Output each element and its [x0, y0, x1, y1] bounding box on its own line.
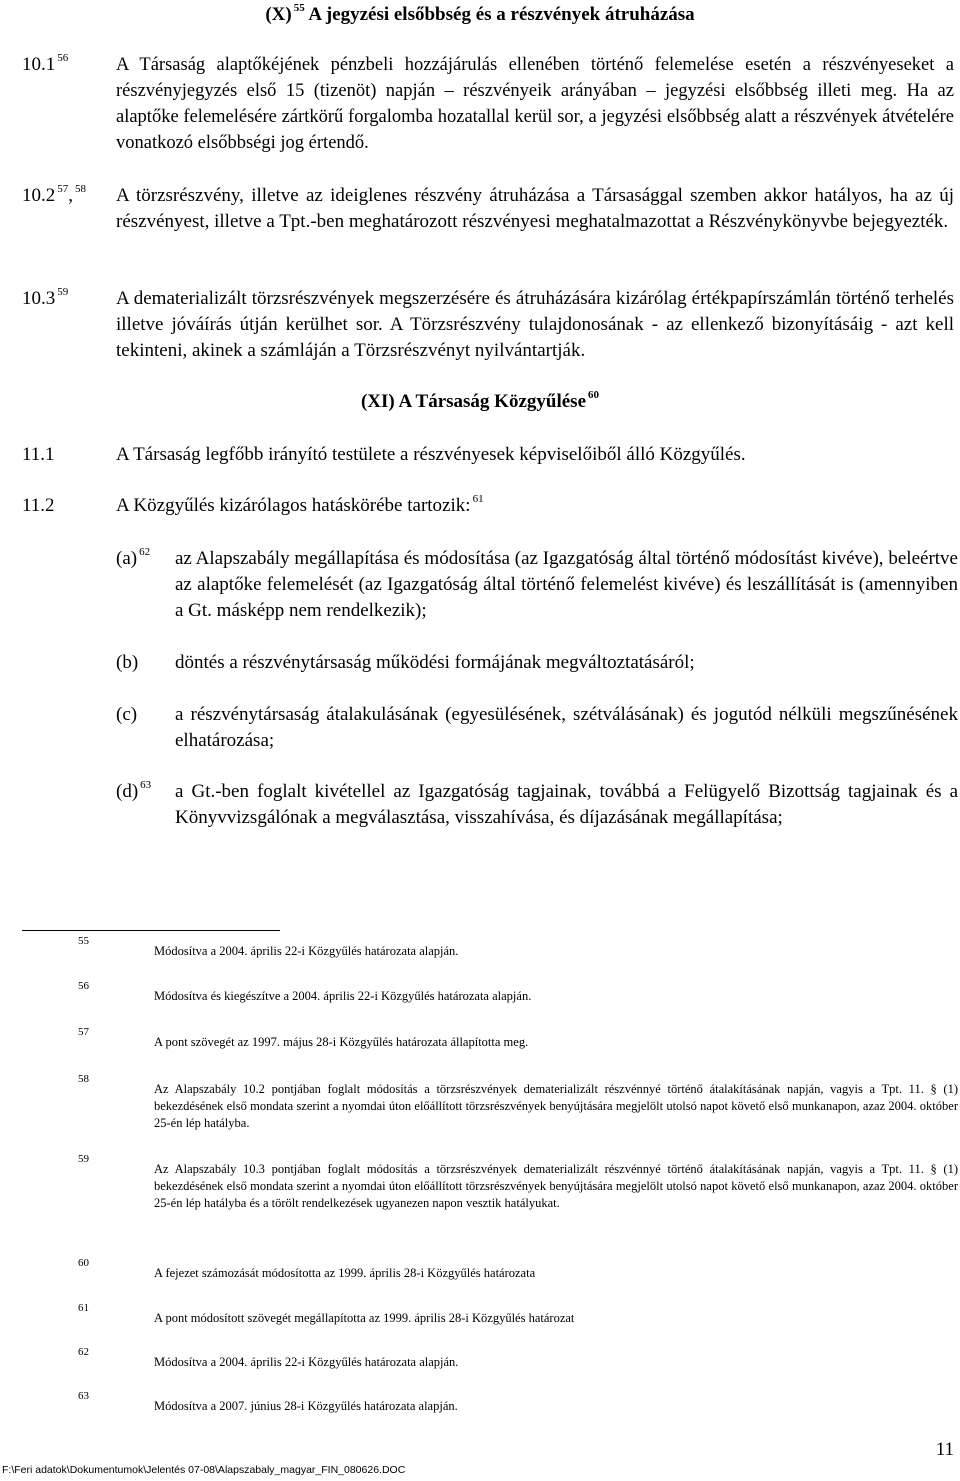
footnote-number: 58: [78, 1073, 89, 1085]
footnote-ref: 56: [57, 52, 69, 64]
clause-number: 10.2 $^{57}$, $^{58}$: [22, 183, 86, 206]
footnote-text: Módosítva és kiegészítve a 2004. április 22-i Közgyűlés határozata alapján.: [154, 989, 532, 1003]
footnote-text: A pont módosított szövegét megállapította az 1999. április 28-i Közgyűlés határozat: [154, 1311, 575, 1325]
clause-number: 10.3 $^{59}$: [22, 286, 69, 309]
file-path: F:\Feri adatok\Dokumentumok\Jelentés 07-08\Alapszabaly_magyar_FIN_080626.DOC: [2, 1464, 406, 1476]
item-text: döntés a részvénytársaság működési formájának megváltoztatásáról;: [175, 652, 695, 673]
section-title: (XI) A Társaság Közgyűlése: [360, 391, 586, 412]
section-number: (X): [265, 4, 292, 25]
item-label: (b): [116, 652, 139, 673]
item-label: (c): [116, 704, 138, 725]
footnote-ref: 60: [588, 389, 599, 401]
footnote-ref: 62: [139, 546, 151, 558]
footnote-separator: [22, 930, 280, 931]
footnote-number: 56: [78, 980, 89, 992]
footnote-number: 60: [78, 1257, 89, 1269]
section-heading-x: [0, 4, 960, 26]
footnote-ref: 55: [293, 2, 305, 14]
footnote-ref: 61: [472, 493, 484, 505]
item-label: (a) $^{62}$: [116, 546, 151, 569]
footnote-text: Módosítva a 2007. június 28-i Közgyűlés határozata alapján.: [154, 1399, 458, 1413]
footnote-text: Az Alapszabály 10.3 pontjában foglalt módosítás a törzsrészvények dematerializált részvénnyé történő átalakításának napján, vagyis a Tpt. 11. § (1) bekezdésének első mondata szerint a nyomdai úton előállított törzsrészvények benyújtására megjelölt utolsó napot követő első munkanapon, azaz 2004. október 25-én lép hatályba és a törölt rendelkezések ugyanezen napon vesztik hatályukat.: [154, 1162, 958, 1210]
footnote-number: 61: [78, 1302, 89, 1314]
footnote-text: A fejezet számozását módosította az 1999. április 28-i Közgyűlés határozata: [154, 1266, 536, 1280]
page-number: 11: [935, 1439, 954, 1460]
footnote-ref: 57: [57, 183, 69, 195]
footnote-text: Módosítva a 2004. április 22-i Közgyűlés határozata alapján.: [154, 944, 459, 958]
footnote-ref: 59: [57, 286, 69, 298]
clause-number: 11.1: [22, 444, 55, 465]
clause-text: A Társaság legfőbb irányító testülete a részvényesek képviselőiből álló Közgyűlés.: [116, 444, 746, 465]
clause-number: 10.1 $^{56}$: [22, 52, 69, 75]
item-text: a részvénytársaság átalakulásának (egyesülésének, szétválásának) és jogutód nélküli megszűnésének elhatározása;: [175, 704, 958, 751]
item-text: az Alapszabály megállapítása és módosítása (az Igazgatóság által történő módosítást kivéve), beleértve az alaptőke felemelését (az Igazgatóság által történő felemelést kivéve) és leszállítását is (amennyiben a Gt. másképp nem rendelkezik);: [175, 548, 958, 621]
clause-text: A Közgyűlés kizárólagos hatáskörébe tartozik: $^{61}$: [116, 493, 484, 516]
footnote-number: 59: [78, 1153, 89, 1165]
footnote-text: Az Alapszabály 10.2 pontjában foglalt módosítás a törzsrészvények dematerializált részvénnyé történő átalakításának napján, vagyis a Tpt. 11. § (1) bekezdésének első mondata szerint a nyomdai úton előállított törzsrészvények benyújtására megjelölt utolsó napot követő első munkanapon, azaz 2004. október 25-én lép hatályba.: [154, 1082, 958, 1130]
footnote-ref: 63: [140, 779, 152, 791]
footnote-number: 63: [78, 1390, 89, 1402]
section-heading-xi: [0, 391, 960, 413]
clause-text: A dematerializált törzsrészvények megszerzésére és átruházására kizárólag értékpapírszámlán történő terhelés illetve jóváírás útján kerülhet sor. A Törzsrészvény tulajdonosának - az ellenkező bizonyításáig - azt kell tekinteni, akinek a számláján a Törzsrészvényt nyilvántartják.: [116, 288, 954, 361]
item-label: (d) $^{63}$: [116, 779, 152, 802]
item-text: a Gt.-ben foglalt kivétellel az Igazgatóság tagjainak, továbbá a Felügyelő Bizottság tagjainak és a Könyvvizsgálónak a megválasztása, visszahívása, és díjazásának megállapítása;: [175, 781, 958, 828]
footnote-text: Módosítva a 2004. április 22-i Közgyűlés határozata alapján.: [154, 1355, 459, 1369]
footnote-text: A pont szövegét az 1997. május 28-i Közgyűlés határozata állapította meg.: [154, 1035, 529, 1049]
section-title: A jegyzési elsőbbség és a részvények átruházása: [308, 4, 695, 25]
footnote-number: 57: [78, 1026, 89, 1038]
clause-text: A törzsrészvény, illetve az ideiglenes részvény átruházása a Társasággal szemben akkor hatályos, ha az új részvényest, illetve a Tpt.-ben meghatározott részvényesi meghatalmazottat a Részvénykönyvbe bejegyezték.: [116, 185, 954, 232]
clause-text: A Társaság alaptőkéjének pénzbeli hozzájárulás ellenében történő felemelése esetén a részvényeseket a részvényjegyzés első 15 (tizenöt) napján – részvényeik arányában – jegyzési elsőbbség illeti meg. Ha az alaptőke felemelésére zártkörű forgalomba hozatallal kerül sor, a jegyzési elsőbbség alatt a részvények átvételére vonatkozó elsőbbségi jog értendő.: [116, 55, 954, 153]
footnote-number: 62: [78, 1346, 89, 1358]
footnote-number: 55: [78, 935, 89, 947]
clause-number: 11.2: [22, 495, 55, 516]
footnote-ref: 58: [75, 183, 86, 195]
